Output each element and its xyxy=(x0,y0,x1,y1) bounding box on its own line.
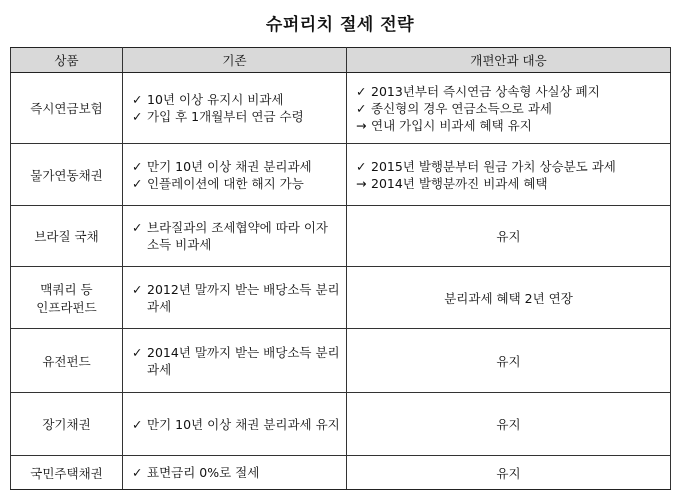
arrow-right-icon: → xyxy=(356,175,367,191)
existing-cell xyxy=(123,144,347,206)
item-text: 2015년 발행분부터 원금 가치 상승분도 과세 xyxy=(371,158,616,174)
item-text: 인플레이션에 대한 해지 가능 xyxy=(147,175,304,191)
table-body xyxy=(11,73,671,490)
existing-cell xyxy=(123,329,347,393)
table-row xyxy=(11,144,671,206)
table-row xyxy=(11,267,671,329)
header-row xyxy=(11,48,671,73)
list-item xyxy=(356,100,664,117)
product-cell: 즉시연금보험 xyxy=(11,73,123,144)
list-item xyxy=(132,91,340,108)
check-icon: ✓ xyxy=(132,416,143,432)
existing-cell xyxy=(123,73,347,144)
check-icon: ✓ xyxy=(132,109,143,124)
table-row xyxy=(11,329,671,393)
existing-cell xyxy=(123,393,347,456)
table-row xyxy=(11,73,671,144)
header-product: 상품 xyxy=(11,48,123,73)
product-line: 맥쿼리 등 xyxy=(40,281,93,297)
product-cell: 유전펀드 xyxy=(11,329,123,393)
check-icon: ✓ xyxy=(132,465,143,480)
product-cell: 장기채권 xyxy=(11,393,123,456)
check-icon: ✓ xyxy=(356,100,367,116)
list-item xyxy=(356,158,664,175)
reform-cell xyxy=(347,73,671,144)
arrow-right-icon: → xyxy=(356,117,367,133)
item-text: 2012년 말까지 받는 배당소득 분리과세 xyxy=(147,281,340,314)
item-text: 만기 10년 이상 채권 분리과세 xyxy=(147,158,312,174)
item-text: 브라질과의 조세협약에 따라 이자소득 비과세 xyxy=(147,220,328,252)
item-text: 연내 가입시 비과세 혜택 유지 xyxy=(371,117,532,133)
list-item xyxy=(356,117,664,134)
item-text: 종신형의 경우 연금소득으로 과세 xyxy=(371,100,552,116)
list-item xyxy=(132,219,340,253)
reform-cell: 유지 xyxy=(347,329,671,393)
page-title: 슈퍼리치 절세 전략 xyxy=(265,15,415,35)
list-item xyxy=(132,344,340,378)
table-row xyxy=(11,393,671,456)
list-item xyxy=(132,416,340,433)
reform-cell: 유지 xyxy=(347,456,671,490)
table-row xyxy=(11,206,671,267)
list-item xyxy=(356,175,664,192)
item-text: 10년 이상 유지시 비과세 xyxy=(147,92,284,107)
item-text: 2014년 말까지 받는 배당소득 분리과세 xyxy=(147,344,340,377)
product-line: 인프라펀드 xyxy=(36,299,97,315)
check-icon: ✓ xyxy=(132,92,143,107)
list-item xyxy=(132,108,340,125)
product-cell: 물가연동채권 xyxy=(11,144,123,206)
check-icon: ✓ xyxy=(132,175,143,191)
table-row xyxy=(11,456,671,490)
existing-cell xyxy=(123,456,347,490)
reform-cell: 유지 xyxy=(347,393,671,456)
reform-cell: 유지 xyxy=(347,206,671,267)
list-item xyxy=(132,158,340,175)
check-icon: ✓ xyxy=(132,220,143,235)
check-icon: ✓ xyxy=(132,344,143,360)
item-text: 만기 10년 이상 채권 분리과세 유지 xyxy=(147,416,340,432)
check-icon: ✓ xyxy=(132,281,143,297)
list-item xyxy=(356,83,664,100)
header-existing: 기존 xyxy=(123,48,347,73)
check-icon: ✓ xyxy=(356,83,367,99)
product-cell: 국민주택채권 xyxy=(11,456,123,490)
list-item xyxy=(132,281,340,315)
product-cell: 브라질 국채 xyxy=(11,206,123,267)
header-reform: 개편안과 대응 xyxy=(347,48,671,73)
existing-cell xyxy=(123,267,347,329)
list-item xyxy=(132,464,340,481)
check-icon: ✓ xyxy=(356,158,367,174)
strategy-table xyxy=(10,47,671,490)
item-text: 가입 후 1개월부터 연금 수령 xyxy=(147,109,304,124)
item-text: 2013년부터 즉시연금 상속형 사실상 폐지 xyxy=(371,83,600,99)
reform-cell: 분리과세 혜택 2년 연장 xyxy=(347,267,671,329)
reform-cell xyxy=(347,144,671,206)
item-text: 표면금리 0%로 절세 xyxy=(147,465,260,480)
table-header xyxy=(11,48,671,73)
item-text: 2014년 발행분까진 비과세 혜택 xyxy=(371,175,548,191)
list-item xyxy=(132,175,340,192)
product-cell xyxy=(11,267,123,329)
existing-cell xyxy=(123,206,347,267)
check-icon: ✓ xyxy=(132,158,143,174)
